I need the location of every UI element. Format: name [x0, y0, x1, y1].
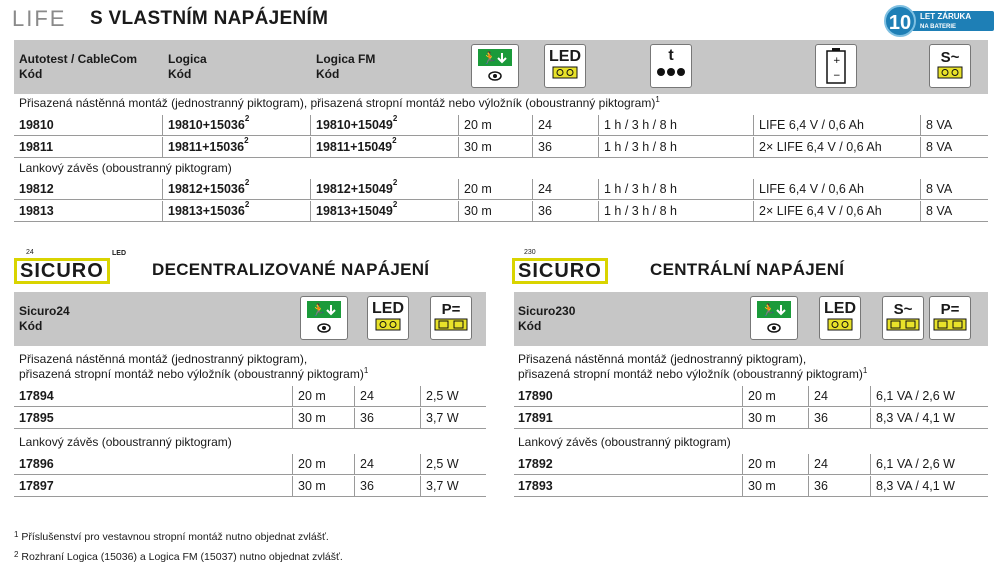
ac-power-icon: S~	[929, 44, 971, 88]
column-divider	[354, 476, 355, 496]
left-group1-line2: přisazená stropní montáž nebo výložník (oboustranný piktogram)$^1$	[19, 366, 369, 381]
logica-code-cell: $19811+15036^2$	[168, 136, 249, 154]
distance-cell: 20 m	[748, 389, 776, 403]
duration-cell: 1 h / 3 h / 8 h	[604, 182, 677, 196]
column-divider	[458, 179, 459, 199]
footnote-ref: 2	[244, 200, 250, 209]
battery-cell: LIFE 6,4 V / 0,6 Ah	[759, 118, 864, 132]
led-count-cell: 24	[538, 182, 552, 196]
col-sicuro24-header: Sicuro24 Kód	[19, 304, 70, 333]
code-cell: 17896	[19, 457, 54, 471]
col-sicuro230-header: Sicuro230 Kód	[518, 304, 576, 333]
battery-cell: LIFE 6,4 V / 0,6 Ah	[759, 182, 864, 196]
logicafm-code-cell: $19811+15049^2$	[316, 136, 397, 154]
logicafm-code-cell: $19812+15049^2$	[316, 178, 398, 196]
left-group1-line1: Přisazená nástěnná montáž (jednostranný piktogram),	[19, 352, 308, 366]
column-divider	[742, 386, 743, 406]
column-divider	[162, 179, 163, 199]
column-divider	[753, 179, 754, 199]
battery-cell: 2× LIFE 6,4 V / 0,6 Ah	[759, 204, 882, 218]
footnote-ref: 2	[392, 178, 398, 187]
code-cell: 17895	[19, 411, 54, 425]
left-table-header	[14, 292, 486, 346]
footnote-ref: 2	[244, 178, 250, 187]
code-cell: 17893	[518, 479, 553, 493]
footnote-2: $^2$ Rozhraní Logica (15036) a Logica FM (15037) nutno objednat zvlášť.	[14, 550, 343, 563]
power-cell: 8,3 VA / 4,1 W	[876, 479, 955, 493]
led-icon: LED	[819, 296, 861, 340]
sicuro24-logo: SICURO	[14, 258, 110, 284]
column-divider	[598, 115, 599, 135]
warranty-line2: NA BATERIE	[920, 24, 956, 30]
column-divider	[742, 408, 743, 428]
led-count-cell: 24	[360, 389, 374, 403]
sicuro24-logo-top: 24	[26, 249, 34, 256]
exit-sign-icon	[750, 296, 798, 340]
code-cell: 17890	[518, 389, 553, 403]
distance-cell: 30 m	[298, 479, 326, 493]
led-count-cell: 36	[814, 411, 828, 425]
column-divider	[870, 476, 871, 496]
column-divider	[354, 454, 355, 474]
right-section-title: CENTRÁLNÍ NAPÁJENÍ	[650, 260, 845, 279]
logica-code-cell: $19813+15036^2$	[168, 200, 250, 218]
distance-cell: 20 m	[748, 457, 776, 471]
column-divider	[870, 454, 871, 474]
column-divider	[310, 179, 311, 199]
column-divider	[310, 201, 311, 221]
led-count-cell: 24	[814, 389, 828, 403]
column-divider	[420, 476, 421, 496]
warranty-badge	[884, 5, 996, 37]
logica-code-cell: $19812+15036^2$	[168, 178, 250, 196]
code-cell: 17892	[518, 457, 553, 471]
footnote-1: $^1$ Příslušenství pro vestavnou stropní montáž nutno objednat zvlášť.	[14, 530, 329, 543]
power-cell: 6,1 VA / 2,6 W	[876, 457, 955, 471]
distance-cell: 30 m	[464, 140, 492, 154]
column-divider	[420, 454, 421, 474]
code-cell: 19813	[19, 204, 54, 218]
right-group2-label: Lankový závěs (oboustranný piktogram)	[518, 435, 731, 449]
column-divider	[162, 137, 163, 157]
col-logicafm-header: Logica FM Kód	[316, 52, 376, 81]
exit-sign-icon	[300, 296, 348, 340]
power-cell: 8 VA	[926, 140, 953, 154]
column-divider	[808, 454, 809, 474]
column-divider	[598, 179, 599, 199]
column-divider	[458, 137, 459, 157]
column-divider	[354, 386, 355, 406]
column-divider	[354, 408, 355, 428]
column-divider	[458, 115, 459, 135]
led-count-cell: 24	[538, 118, 552, 132]
table-row	[14, 454, 486, 475]
distance-cell: 30 m	[464, 204, 492, 218]
code-cell: 19810	[19, 118, 54, 132]
power-cell: 2,5 W	[426, 389, 459, 403]
column-divider	[532, 179, 533, 199]
power-cell: 6,1 VA / 2,6 W	[876, 389, 955, 403]
code-cell: 19812	[19, 182, 54, 196]
led-count-cell: 36	[538, 204, 552, 218]
column-divider	[420, 408, 421, 428]
column-divider	[920, 137, 921, 157]
sicuro230-logo-top: 230	[524, 249, 536, 256]
table-row	[14, 179, 988, 200]
footnote-ref: 2	[244, 114, 250, 123]
page-title: S VLASTNÍM NAPÁJENÍM	[90, 8, 329, 29]
table-row	[514, 386, 988, 407]
led-count-cell: 36	[538, 140, 552, 154]
table-row	[514, 476, 988, 497]
exit-sign-icon	[471, 44, 519, 88]
column-divider	[870, 386, 871, 406]
column-divider	[753, 201, 754, 221]
duration-icon: t	[650, 44, 692, 88]
column-divider	[532, 137, 533, 157]
svg-text:−: −	[833, 71, 841, 81]
distance-cell: 20 m	[298, 389, 326, 403]
column-divider	[920, 201, 921, 221]
dc-power-icon: P=	[430, 296, 472, 340]
warranty-number: 10	[884, 5, 916, 37]
svg-text:🏃: 🏃	[482, 51, 497, 65]
right-group1-line2: přisazená stropní montáž nebo výložník (oboustranný piktogram)$^1$	[518, 366, 868, 381]
power-cell: 8 VA	[926, 182, 953, 196]
column-divider	[292, 476, 293, 496]
ac-power-icon: S~	[882, 296, 924, 340]
code-cell: 19811	[19, 140, 54, 154]
distance-cell: 20 m	[464, 118, 492, 132]
table-row	[14, 476, 486, 497]
distance-cell: 20 m	[298, 457, 326, 471]
table-row	[514, 454, 988, 475]
battery-icon	[815, 44, 857, 88]
column-divider	[870, 408, 871, 428]
column-divider	[598, 137, 599, 157]
column-divider	[292, 408, 293, 428]
power-cell: 8 VA	[926, 118, 953, 132]
column-divider	[532, 115, 533, 135]
code-cell: 17891	[518, 411, 553, 425]
duration-cell: 1 h / 3 h / 8 h	[604, 118, 677, 132]
sicuro24-logo-led: LED	[112, 250, 126, 257]
footnote-ref: 2	[392, 114, 398, 123]
distance-cell: 20 m	[464, 182, 492, 196]
duration-cell: 1 h / 3 h / 8 h	[604, 140, 677, 154]
led-icon: LED	[367, 296, 409, 340]
column-divider	[310, 115, 311, 135]
distance-cell: 30 m	[748, 411, 776, 425]
table-row	[14, 137, 988, 158]
logica-code-cell: $19810+15036^2$	[168, 114, 250, 132]
column-divider	[753, 115, 754, 135]
brand-life: LIFE	[12, 6, 67, 31]
logicafm-code-cell: $19810+15049^2$	[316, 114, 398, 132]
column-divider	[598, 201, 599, 221]
group2-label: Lankový závěs (oboustranný piktogram)	[19, 161, 232, 175]
column-divider	[808, 408, 809, 428]
right-group1-line1: Přisazená nástěnná montáž (jednostranný piktogram),	[518, 352, 807, 366]
table-row	[14, 201, 988, 222]
col-logica-header: Logica Kód	[168, 52, 207, 81]
code-cell: 17897	[19, 479, 54, 493]
footnote-ref: 2	[392, 200, 398, 209]
column-divider	[458, 201, 459, 221]
column-divider	[532, 201, 533, 221]
column-divider	[162, 115, 163, 135]
led-count-cell: 24	[814, 457, 828, 471]
svg-text:+: +	[833, 56, 841, 66]
column-divider	[753, 137, 754, 157]
left-group2-label: Lankový závěs (oboustranný piktogram)	[19, 435, 232, 449]
power-cell: 8 VA	[926, 204, 953, 218]
duration-cell: 1 h / 3 h / 8 h	[604, 204, 677, 218]
svg-text:🏃: 🏃	[761, 303, 776, 317]
svg-text:🏃: 🏃	[311, 303, 326, 317]
warranty-line1: LET ZÁRUKA	[920, 12, 972, 21]
footnote-ref: 2	[244, 136, 249, 145]
code-cell: 17894	[19, 389, 54, 403]
power-cell: 3,7 W	[426, 411, 459, 425]
column-divider	[742, 454, 743, 474]
led-icon: LED	[544, 44, 586, 88]
led-count-cell: 36	[814, 479, 828, 493]
distance-cell: 30 m	[298, 411, 326, 425]
column-divider	[920, 115, 921, 135]
table-row	[14, 386, 486, 407]
table-row	[14, 115, 988, 136]
left-section-title: DECENTRALIZOVANÉ NAPÁJENÍ	[152, 260, 430, 279]
table-row	[14, 408, 486, 429]
column-divider	[808, 476, 809, 496]
led-count-cell: 36	[360, 479, 374, 493]
column-divider	[920, 179, 921, 199]
led-count-cell: 36	[360, 411, 374, 425]
dc-power-icon: P=	[929, 296, 971, 340]
column-divider	[808, 386, 809, 406]
led-count-cell: 24	[360, 457, 374, 471]
power-cell: 8,3 VA / 4,1 W	[876, 411, 955, 425]
logicafm-code-cell: $19813+15049^2$	[316, 200, 398, 218]
column-divider	[292, 386, 293, 406]
distance-cell: 30 m	[748, 479, 776, 493]
column-divider	[310, 137, 311, 157]
battery-cell: 2× LIFE 6,4 V / 0,6 Ah	[759, 140, 882, 154]
column-divider	[420, 386, 421, 406]
sicuro230-logo: SICURO	[512, 258, 608, 284]
column-divider	[292, 454, 293, 474]
column-divider	[162, 201, 163, 221]
footnote-ref: 2	[392, 136, 397, 145]
power-cell: 2,5 W	[426, 457, 459, 471]
table-row	[514, 408, 988, 429]
column-divider	[742, 476, 743, 496]
power-cell: 3,7 W	[426, 479, 459, 493]
col-autotest-header: Autotest / CableCom Kód	[19, 52, 138, 81]
group1-label: Přisazená nástěnná montáž (jednostranný piktogram), přisazená stropní montáž nebo výložník (oboustranný piktogram)$^1$	[19, 95, 660, 110]
